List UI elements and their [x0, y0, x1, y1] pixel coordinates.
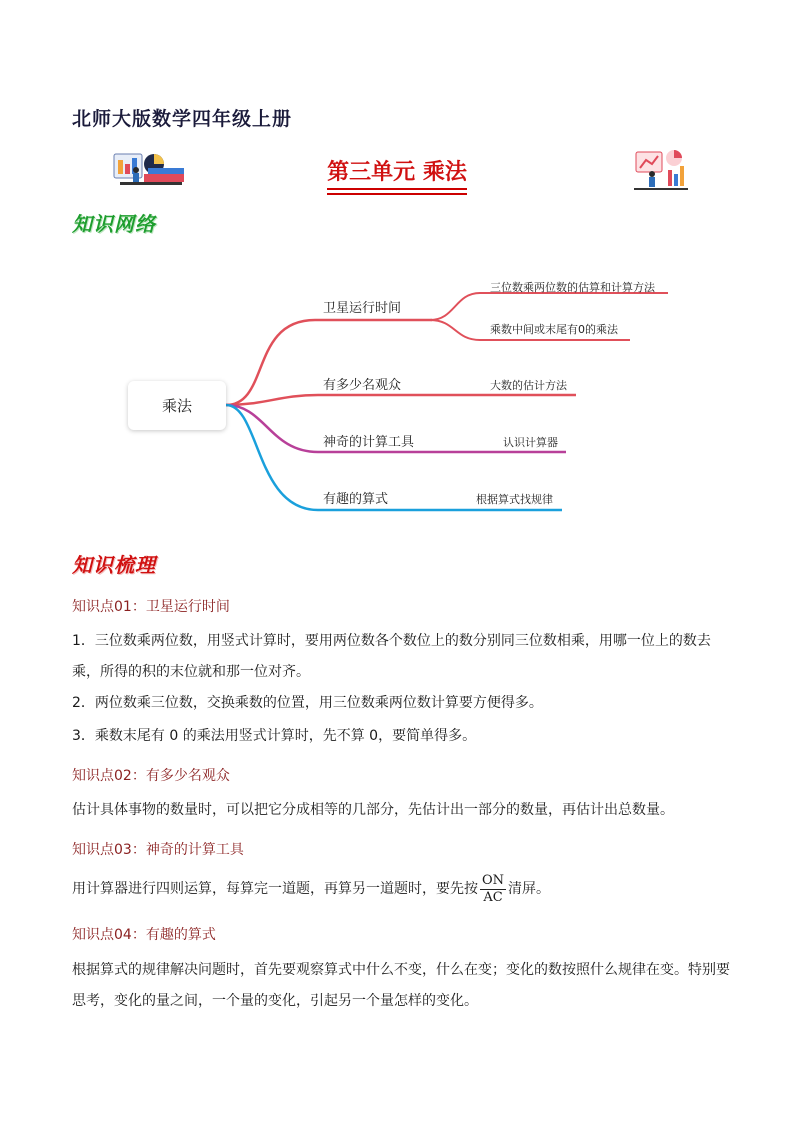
unit-title: 第三单元 乘法: [0, 155, 794, 190]
kp1-title: 知识点01：卫星运行时间: [72, 599, 230, 615]
knowledge-network-heading: 知识网络: [72, 212, 156, 236]
presentation-illustration-icon: [632, 148, 690, 192]
on-key-label: ON: [482, 872, 505, 888]
kp4-text: 根据算式的规律解决问题时，首先要观察算式中什么不变，什么在变；变化的数按照什么规律在变。特别要思考，变化的量之间，一个量的变化，引起另一个量怎样的变化。: [72, 962, 730, 1009]
mindmap-leaf-1a: 三位数乘两位数的估算和计算方法: [490, 281, 655, 294]
mindmap-branch-2: 有多少名观众: [323, 378, 402, 393]
kp2-title: 知识点02：有多少名观众: [72, 768, 230, 784]
mindmap-leaf-4: 根据算式找规律: [476, 493, 553, 506]
kp2-text: 估计具体事物的数量时，可以把它分成相等的几部分，先估计出一部分的数量，再估计出总数量。: [72, 802, 674, 818]
branch-line-2: [226, 395, 576, 405]
kp4-title: 知识点04：有趣的算式: [72, 927, 216, 943]
kp3-text: [72, 871, 732, 907]
mindmap-root: 乘法: [128, 381, 226, 430]
mindmap-leaf-1b: 乘数中间或末尾有0的乘法: [490, 323, 618, 336]
mindmap-branch-3: 神奇的计算工具: [323, 435, 415, 450]
ac-key-label: AC: [483, 889, 503, 905]
book-title: 北师大版数学四年级上册: [72, 108, 293, 130]
kp1-item-1: 1．三位数乘两位数，用竖式计算时，要用两位数各个数位上的数分别同三位数相乘，用哪一位上的数去乘，所得的积的末位就和那一位对齐。: [72, 633, 711, 680]
kp1-item-3: 3．乘数末尾有 0 的乘法用竖式计算时，先不算 0，要简单得多。: [72, 728, 477, 744]
kp1-item-2: 2．两位数乘三位数，交换乘数的位置，用三位数乘两位数计算要方便得多。: [72, 695, 543, 711]
kp3-text-after: 清屏。: [508, 881, 551, 897]
leaf-line-1a: [430, 293, 668, 320]
on-ac-key: [480, 873, 506, 906]
mindmap-branch-4: 有趣的算式: [323, 492, 389, 507]
kp3-text-before: 用计算器进行四则运算，每算完一道题，再算另一道题时，要先按: [72, 881, 478, 897]
knowledge-summary-heading: 知识梳理: [72, 553, 156, 577]
kp3-title: 知识点03：神奇的计算工具: [72, 842, 244, 858]
mindmap-leaf-2: 大数的估计方法: [490, 379, 567, 392]
mindmap-branch-1: 卫星运行时间: [323, 301, 402, 316]
mindmap-leaf-3: 认识计算器: [503, 436, 558, 449]
